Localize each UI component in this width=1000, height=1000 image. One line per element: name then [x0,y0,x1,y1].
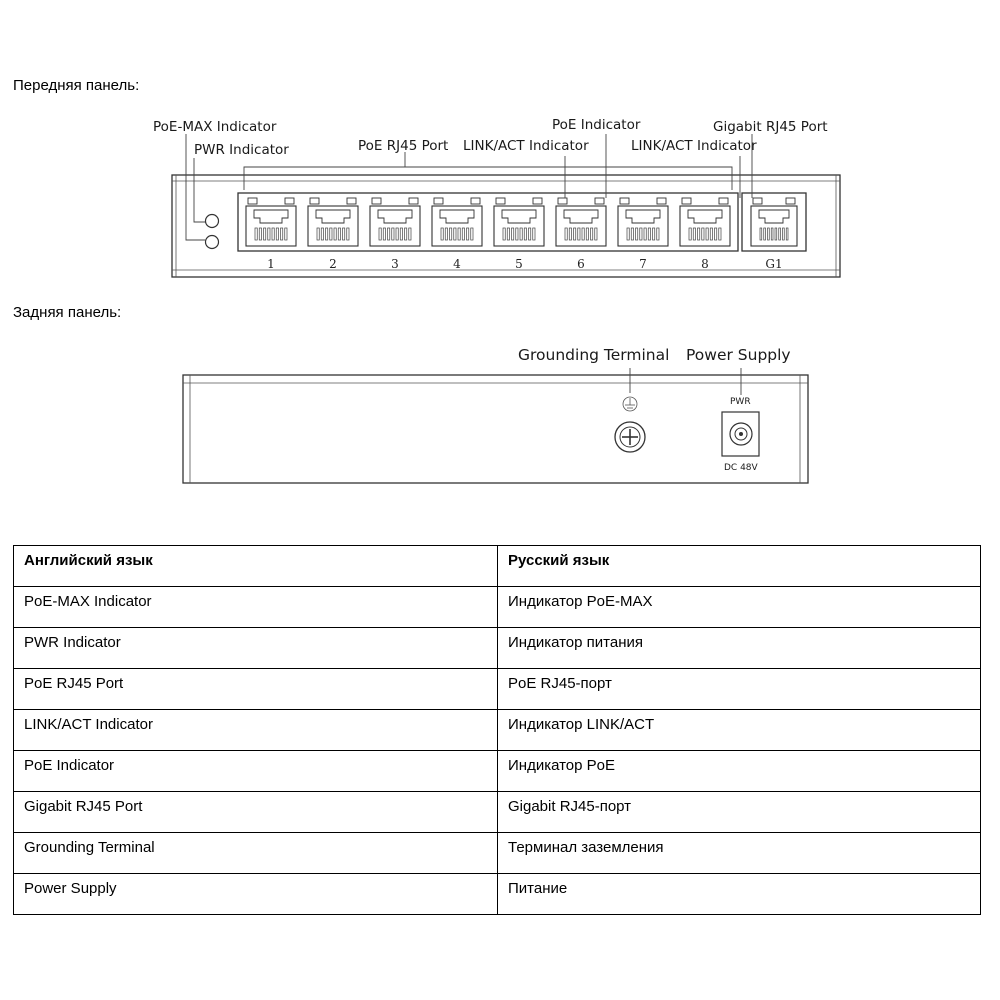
cell-english: Gigabit RJ45 Port [14,792,498,833]
callout-poe-rj45: PoE RJ45 Port [358,138,449,154]
port-number-label: 6 [577,257,585,271]
cell-english: PoE Indicator [14,751,498,792]
header-english: Английский язык [14,546,498,587]
cell-english: PWR Indicator [14,628,498,669]
poe-led [409,198,418,204]
cell-english: LINK/ACT Indicator [14,710,498,751]
poe-led [347,198,356,204]
poe-led [719,198,728,204]
rear-panel-heading: Задняя панель: [13,304,122,321]
header-russian: Русский язык [498,546,981,587]
port-number-label: 2 [329,257,337,271]
cell-russian: Индикатор PoE [498,751,981,792]
table-row [14,628,981,669]
cell-english: Grounding Terminal [14,833,498,874]
power-jack [722,412,759,456]
callout-poe-max: PoE-MAX Indicator [153,119,277,135]
poe-led [595,198,604,204]
link-act-led [434,198,443,204]
cell-russian: Индикатор питания [498,628,981,669]
rear-chassis [183,375,808,483]
callout-link-act-2: LINK/ACT Indicator [631,138,757,154]
port-number-label: 4 [453,257,461,271]
poe-max-led [206,215,219,228]
table-row [14,710,981,751]
callout-gigabit: Gigabit RJ45 Port [713,119,828,135]
cell-russian: PoE RJ45-порт [498,669,981,710]
cell-english: PoE RJ45 Port [14,669,498,710]
link-act-led [310,198,319,204]
link-act-led [248,198,257,204]
cell-russian: Терминал заземления [498,833,981,874]
poe-led [533,198,542,204]
link-act-led [620,198,629,204]
table-row [14,751,981,792]
link-act-led [372,198,381,204]
callout-poe-indicator: PoE Indicator [552,117,641,133]
poe-led [471,198,480,204]
front-panel [153,117,840,277]
port-number-label: 7 [639,257,647,271]
port-number-label: 5 [515,257,523,271]
callout-pwr: PWR Indicator [194,142,289,158]
cell-russian: Gigabit RJ45-порт [498,792,981,833]
grounding-terminal-screw [615,422,645,452]
link-act-led [558,198,567,204]
table-row [14,792,981,833]
cell-russian: Индикатор PoE-MAX [498,587,981,628]
cell-english: PoE-MAX Indicator [14,587,498,628]
poe-led [786,198,795,204]
pwr-jack-label: PWR [730,397,751,407]
callout-grounding: Grounding Terminal [518,346,670,364]
cell-russian: Индикатор LINK/ACT [498,710,981,751]
cell-english: Power Supply [14,874,498,915]
port-number-label: 8 [701,257,709,271]
table-row [14,874,981,915]
link-act-led [753,198,762,204]
cell-russian: Питание [498,874,981,915]
pwr-led [206,236,219,249]
port-number-label: 1 [267,257,275,271]
callout-power-supply: Power Supply [686,346,791,364]
table-row [14,669,981,710]
link-act-led [496,198,505,204]
port-number-label: 3 [391,257,399,271]
poe-led [285,198,294,204]
table-row [14,587,981,628]
front-panel-heading: Передняя панель: [13,77,140,94]
rear-panel [183,346,808,483]
dc-voltage-label: DC 48V [724,463,758,473]
table-row [14,833,981,874]
translation-table [13,545,981,915]
table-header-row [14,546,981,587]
link-act-led [682,198,691,204]
callout-link-act-1: LINK/ACT Indicator [463,138,589,154]
poe-led [657,198,666,204]
port-number-label: G1 [765,257,783,271]
